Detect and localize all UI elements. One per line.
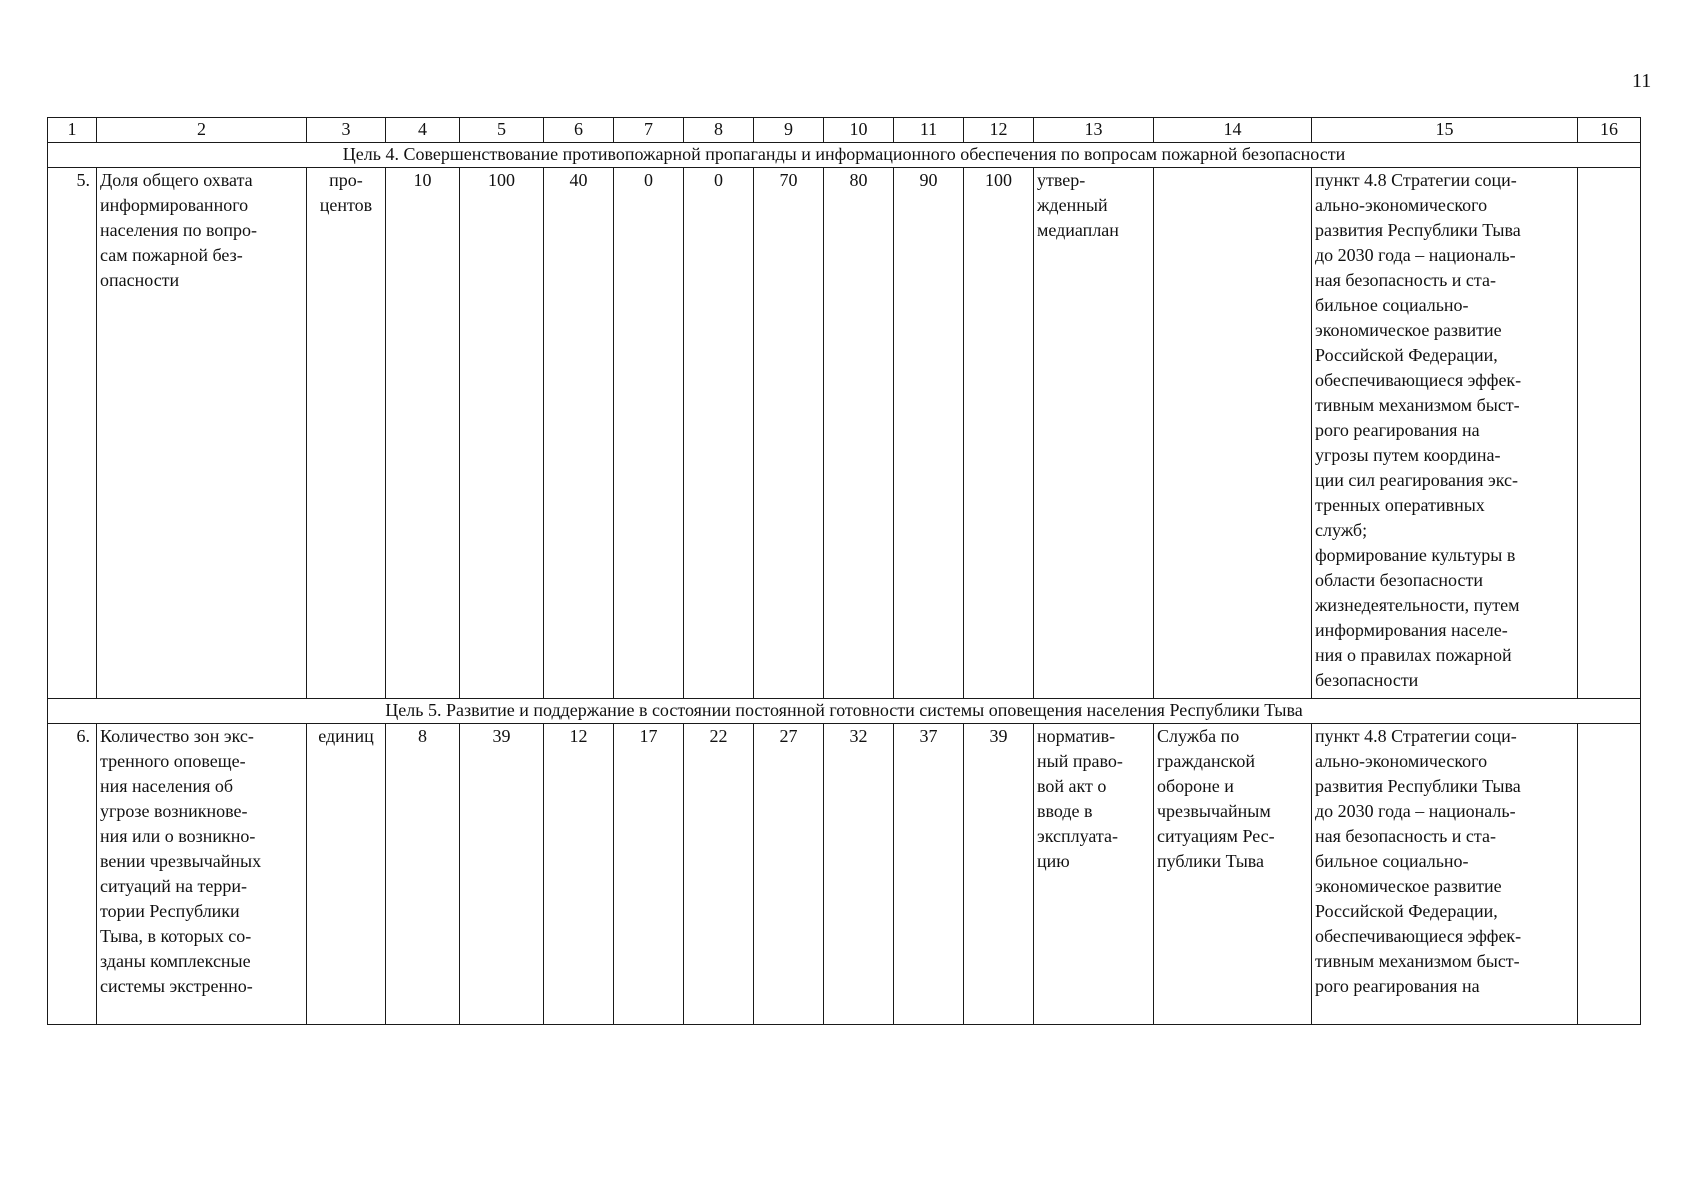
column-number: 13 — [1034, 118, 1154, 143]
responsible-cell: Служба по гражданской обороне и чрезвычайным ситуациям Рес- публики Тыва — [1154, 724, 1312, 1025]
column-number: 16 — [1578, 118, 1641, 143]
value-cell: 0 — [684, 168, 754, 699]
document-cell: утвер- жденный медиаплан — [1034, 168, 1154, 699]
goal-5-title: Цель 5. Развитие и поддержание в состоянии постоянной готовности системы оповещения населения Республики Тыва — [48, 699, 1641, 724]
column-number: 6 — [544, 118, 614, 143]
value-cell: 70 — [754, 168, 824, 699]
unit-of-measure: единиц — [307, 724, 386, 1025]
strategy-cell: пункт 4.8 Стратегии соци- ально-экономического развития Республики Тыва до 2030 года – националь- ная безопасность и ста- бильное социально- экономическое развитие Российской Федерации, обеспечивающиеся эффек- тивным механизмом быст- рого реагирования на — [1312, 724, 1578, 1025]
value-cell: 27 — [754, 724, 824, 1025]
note-cell — [1578, 168, 1641, 699]
column-number: 3 — [307, 118, 386, 143]
table-row — [48, 724, 1641, 1025]
value-cell: 32 — [824, 724, 894, 1025]
row-index: 6. — [48, 724, 97, 1025]
value-cell: 39 — [964, 724, 1034, 1025]
page-number: 11 — [1632, 70, 1652, 92]
value-cell: 100 — [460, 168, 544, 699]
column-number: 12 — [964, 118, 1034, 143]
column-number: 8 — [684, 118, 754, 143]
value-cell: 100 — [964, 168, 1034, 699]
value-cell: 37 — [894, 724, 964, 1025]
value-cell: 12 — [544, 724, 614, 1025]
column-number: 10 — [824, 118, 894, 143]
column-number: 2 — [97, 118, 307, 143]
value-cell: 10 — [386, 168, 460, 699]
column-number: 1 — [48, 118, 97, 143]
table-row — [48, 168, 1641, 699]
value-cell: 39 — [460, 724, 544, 1025]
column-number: 7 — [614, 118, 684, 143]
column-number: 15 — [1312, 118, 1578, 143]
goal-4-row — [48, 143, 1641, 168]
indicator-name: Доля общего охвата информированного населения по вопро- сам пожарной без- опасности — [97, 168, 307, 699]
value-cell: 22 — [684, 724, 754, 1025]
value-cell: 40 — [544, 168, 614, 699]
goal-5-row — [48, 699, 1641, 724]
column-number: 5 — [460, 118, 544, 143]
value-cell: 17 — [614, 724, 684, 1025]
value-cell: 0 — [614, 168, 684, 699]
goal-4-title: Цель 4. Совершенствование противопожарной пропаганды и информационного обеспечения по вопросам пожарной безопасности — [48, 143, 1641, 168]
row-index: 5. — [48, 168, 97, 699]
unit-of-measure: про- центов — [307, 168, 386, 699]
strategy-cell: пункт 4.8 Стратегии соци- ально-экономического развития Республики Тыва до 2030 года – националь- ная безопасность и ста- бильное социально- экономическое развитие Российской Федерации, обеспечивающиеся эффек- тивным механизмом быст- рого реагирования на угрозы путем координа- ции сил реагирования экс- тренных оперативных служб; формирование культуры в области безопасности жизнедеятельности, путем информирования населе- ния о правилах пожарной безопасности — [1312, 168, 1578, 699]
column-number: 4 — [386, 118, 460, 143]
value-cell: 80 — [824, 168, 894, 699]
indicator-name: Количество зон экс- тренного оповеще- ния населения об угрозе возникнове- ния или о возникно- вении чрезвычайных ситуаций на терри- тории Республики Тыва, в которых со- зданы комплексные системы экстренно- — [97, 724, 307, 1025]
column-number: 9 — [754, 118, 824, 143]
document-cell: норматив- ный право- вой акт о вводе в эксплуата- цию — [1034, 724, 1154, 1025]
value-cell: 90 — [894, 168, 964, 699]
responsible-cell — [1154, 168, 1312, 699]
note-cell — [1578, 724, 1641, 1025]
indicators-table — [47, 117, 1641, 1025]
column-numbers-row — [48, 118, 1641, 143]
column-number: 14 — [1154, 118, 1312, 143]
column-number: 11 — [894, 118, 964, 143]
value-cell: 8 — [386, 724, 460, 1025]
